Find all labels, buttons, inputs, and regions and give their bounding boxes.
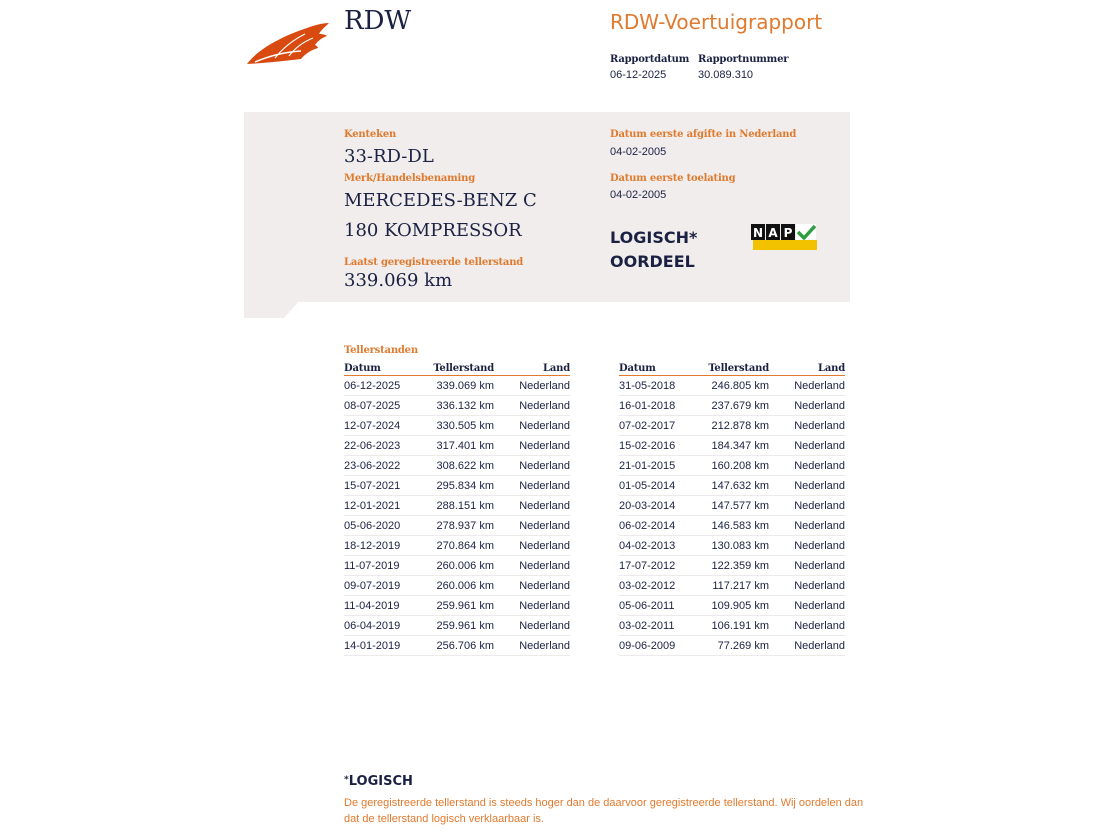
- reading-country: Nederland: [794, 480, 845, 492]
- note-body: De geregistreerde tellerstand is steeds hoger dan de daarvoor geregistreerde tellerstand. Wij oordelen dan dat de tellerstand logisch verklaarbaar is.: [344, 797, 864, 825]
- reading-country: Nederland: [794, 460, 845, 472]
- reading-country: Nederland: [794, 600, 845, 612]
- reading-odometer: 336.132 km: [436, 400, 494, 412]
- table-row: [344, 597, 570, 616]
- table-row: [344, 537, 570, 556]
- col-odometer-header: Tellerstand: [708, 363, 769, 374]
- table-row: [619, 377, 845, 396]
- nap-logo-icon: [751, 224, 819, 252]
- reading-odometer: 317.401 km: [436, 440, 494, 452]
- reading-odometer: 308.622 km: [436, 460, 494, 472]
- report-date-label: Rapportdatum: [610, 54, 690, 65]
- make-line-2: 180 KOMPRESSOR: [344, 220, 522, 241]
- make-value: [344, 186, 584, 246]
- reading-odometer: 288.151 km: [436, 500, 494, 512]
- col-country-header: Land: [543, 363, 570, 374]
- reading-odometer: 146.583 km: [711, 520, 769, 532]
- reading-date: 15-07-2021: [344, 480, 401, 492]
- reading-date: 20-03-2014: [619, 500, 676, 512]
- table-row: [344, 477, 570, 496]
- table-row: [619, 617, 845, 636]
- readings-title: Tellerstanden: [344, 345, 418, 356]
- reading-country: Nederland: [519, 460, 570, 472]
- table-row: [344, 417, 570, 436]
- table-row: [344, 557, 570, 576]
- reading-country: Nederland: [794, 640, 845, 652]
- reading-odometer: 130.083 km: [711, 540, 769, 552]
- reading-country: Nederland: [794, 400, 845, 412]
- reading-odometer: 212.878 km: [711, 420, 769, 432]
- reading-country: Nederland: [794, 620, 845, 632]
- reading-odometer: 259.961 km: [436, 620, 494, 632]
- reading-date: 06-12-2025: [344, 380, 401, 392]
- col-date-header: Datum: [619, 363, 656, 374]
- first-registration-nl-label: Datum eerste afgifte in Nederland: [610, 129, 797, 140]
- reading-odometer: 117.217 km: [712, 580, 769, 592]
- reading-country: Nederland: [519, 480, 570, 492]
- reading-country: Nederland: [794, 380, 845, 392]
- reading-date: 15-02-2016: [619, 440, 676, 452]
- table-header: [344, 360, 570, 376]
- table-row: [619, 437, 845, 456]
- table-row: [619, 397, 845, 416]
- reading-date: 07-02-2017: [619, 420, 676, 432]
- reading-country: Nederland: [519, 380, 570, 392]
- table-row: [344, 577, 570, 596]
- reading-odometer: 184.347 km: [711, 440, 769, 452]
- reading-date: 18-12-2019: [344, 540, 401, 552]
- reading-odometer: 147.577 km: [711, 500, 769, 512]
- reading-date: 23-06-2022: [344, 460, 401, 472]
- table-row: [619, 577, 845, 596]
- reading-country: Nederland: [794, 560, 845, 572]
- col-odometer-header: Tellerstand: [433, 363, 494, 374]
- reading-odometer: 330.505 km: [436, 420, 494, 432]
- reading-date: 03-02-2011: [619, 620, 675, 632]
- table-row: [619, 477, 845, 496]
- readings-table-right: [619, 360, 845, 656]
- reading-country: Nederland: [519, 520, 570, 532]
- first-admission-value: 04-02-2005: [610, 189, 667, 201]
- verdict-line-2: OORDEEL: [610, 252, 695, 271]
- reading-date: 12-07-2024: [344, 420, 401, 432]
- reading-country: Nederland: [794, 440, 845, 452]
- table-row: [344, 457, 570, 476]
- reading-odometer: 256.706 km: [436, 640, 494, 652]
- reading-date: 31-05-2018: [619, 380, 676, 392]
- reading-date: 05-06-2020: [344, 520, 401, 532]
- reading-odometer: 246.805 km: [711, 380, 769, 392]
- note-title: [344, 774, 413, 789]
- report-number-label: Rapportnummer: [698, 54, 789, 65]
- reading-date: 05-06-2011: [619, 600, 675, 612]
- reading-odometer: 278.937 km: [436, 520, 494, 532]
- report-title: RDW-Voertuigrapport: [610, 10, 823, 34]
- reading-country: Nederland: [794, 420, 845, 432]
- rdw-wing-logo-icon: [245, 18, 331, 66]
- reading-country: Nederland: [519, 540, 570, 552]
- table-row: [619, 637, 845, 656]
- make-line-1: MERCEDES-BENZ C: [344, 190, 537, 211]
- table-header: [619, 360, 845, 376]
- reading-date: 21-01-2015: [619, 460, 676, 472]
- table-row: [344, 517, 570, 536]
- reading-date: 14-01-2019: [344, 640, 401, 652]
- reading-odometer: 260.006 km: [436, 580, 494, 592]
- report-date-value: 06-12-2025: [610, 69, 667, 81]
- table-row: [344, 617, 570, 636]
- reading-country: Nederland: [519, 640, 570, 652]
- reading-odometer: 77.269 km: [717, 640, 769, 652]
- reading-odometer: 295.834 km: [436, 480, 494, 492]
- last-odometer-value: 339.069 km: [344, 270, 453, 291]
- reading-country: Nederland: [519, 580, 570, 592]
- plate-label: Kenteken: [344, 129, 397, 140]
- table-row: [619, 537, 845, 556]
- first-registration-nl-value: 04-02-2005: [610, 146, 667, 158]
- reading-country: Nederland: [519, 440, 570, 452]
- table-row: [619, 417, 845, 436]
- reading-date: 09-06-2009: [619, 640, 676, 652]
- first-admission-label: Datum eerste toelating: [610, 173, 736, 184]
- table-row: [619, 457, 845, 476]
- verdict: [610, 226, 697, 274]
- reading-country: Nederland: [519, 400, 570, 412]
- col-country-header: Land: [818, 363, 845, 374]
- nap-letter-a: A: [768, 226, 778, 240]
- reading-odometer: 106.191 km: [711, 620, 769, 632]
- reading-odometer: 147.632 km: [711, 480, 769, 492]
- reading-odometer: 160.208 km: [711, 460, 769, 472]
- plate-value: 33-RD-DL: [344, 146, 434, 167]
- table-row: [344, 497, 570, 516]
- reading-date: 04-02-2013: [619, 540, 676, 552]
- reading-date: 06-04-2019: [344, 620, 401, 632]
- readings-table-left: [344, 360, 570, 656]
- reading-date: 11-04-2019: [344, 600, 400, 612]
- reading-country: Nederland: [794, 520, 845, 532]
- table-row: [344, 397, 570, 416]
- reading-odometer: 109.905 km: [711, 600, 769, 612]
- reading-odometer: 339.069 km: [436, 380, 494, 392]
- reading-country: Nederland: [519, 620, 570, 632]
- note-title-text: LOGISCH: [348, 774, 413, 789]
- reading-date: 03-02-2012: [619, 580, 676, 592]
- reading-date: 22-06-2023: [344, 440, 401, 452]
- reading-country: Nederland: [794, 500, 845, 512]
- reading-date: 08-07-2025: [344, 400, 401, 412]
- reading-odometer: 270.864 km: [436, 540, 494, 552]
- reading-country: Nederland: [519, 560, 570, 572]
- reading-date: 16-01-2018: [619, 400, 676, 412]
- reading-country: Nederland: [794, 540, 845, 552]
- reading-date: 11-07-2019: [344, 560, 400, 572]
- col-date-header: Datum: [344, 363, 381, 374]
- reading-odometer: 237.679 km: [711, 400, 769, 412]
- reading-odometer: 260.006 km: [436, 560, 494, 572]
- table-row: [619, 597, 845, 616]
- note-asterisk: *: [344, 775, 349, 785]
- verdict-line-1: LOGISCH*: [610, 228, 698, 247]
- reading-odometer: 259.961 km: [436, 600, 494, 612]
- table-row: [619, 557, 845, 576]
- nap-letter-p: P: [783, 226, 793, 240]
- table-row: [344, 637, 570, 656]
- reading-date: 09-07-2019: [344, 580, 401, 592]
- reading-date: 01-05-2014: [619, 480, 676, 492]
- table-row: [619, 517, 845, 536]
- last-odometer-label: Laatst geregistreerde tellerstand: [344, 257, 524, 268]
- reading-date: 17-07-2012: [619, 560, 676, 572]
- reading-date: 12-01-2021: [344, 500, 401, 512]
- reading-odometer: 122.359 km: [711, 560, 769, 572]
- make-label: Merk/Handelsbenaming: [344, 173, 476, 184]
- table-row: [619, 497, 845, 516]
- reading-date: 06-02-2014: [619, 520, 676, 532]
- table-row: [344, 437, 570, 456]
- table-row: [344, 377, 570, 396]
- reading-country: Nederland: [519, 420, 570, 432]
- report-number-value: 30.089.310: [698, 69, 754, 81]
- reading-country: Nederland: [794, 580, 845, 592]
- reading-country: Nederland: [519, 600, 570, 612]
- nap-letter-n: N: [752, 226, 764, 240]
- brand-name: RDW: [344, 6, 412, 36]
- reading-country: Nederland: [519, 500, 570, 512]
